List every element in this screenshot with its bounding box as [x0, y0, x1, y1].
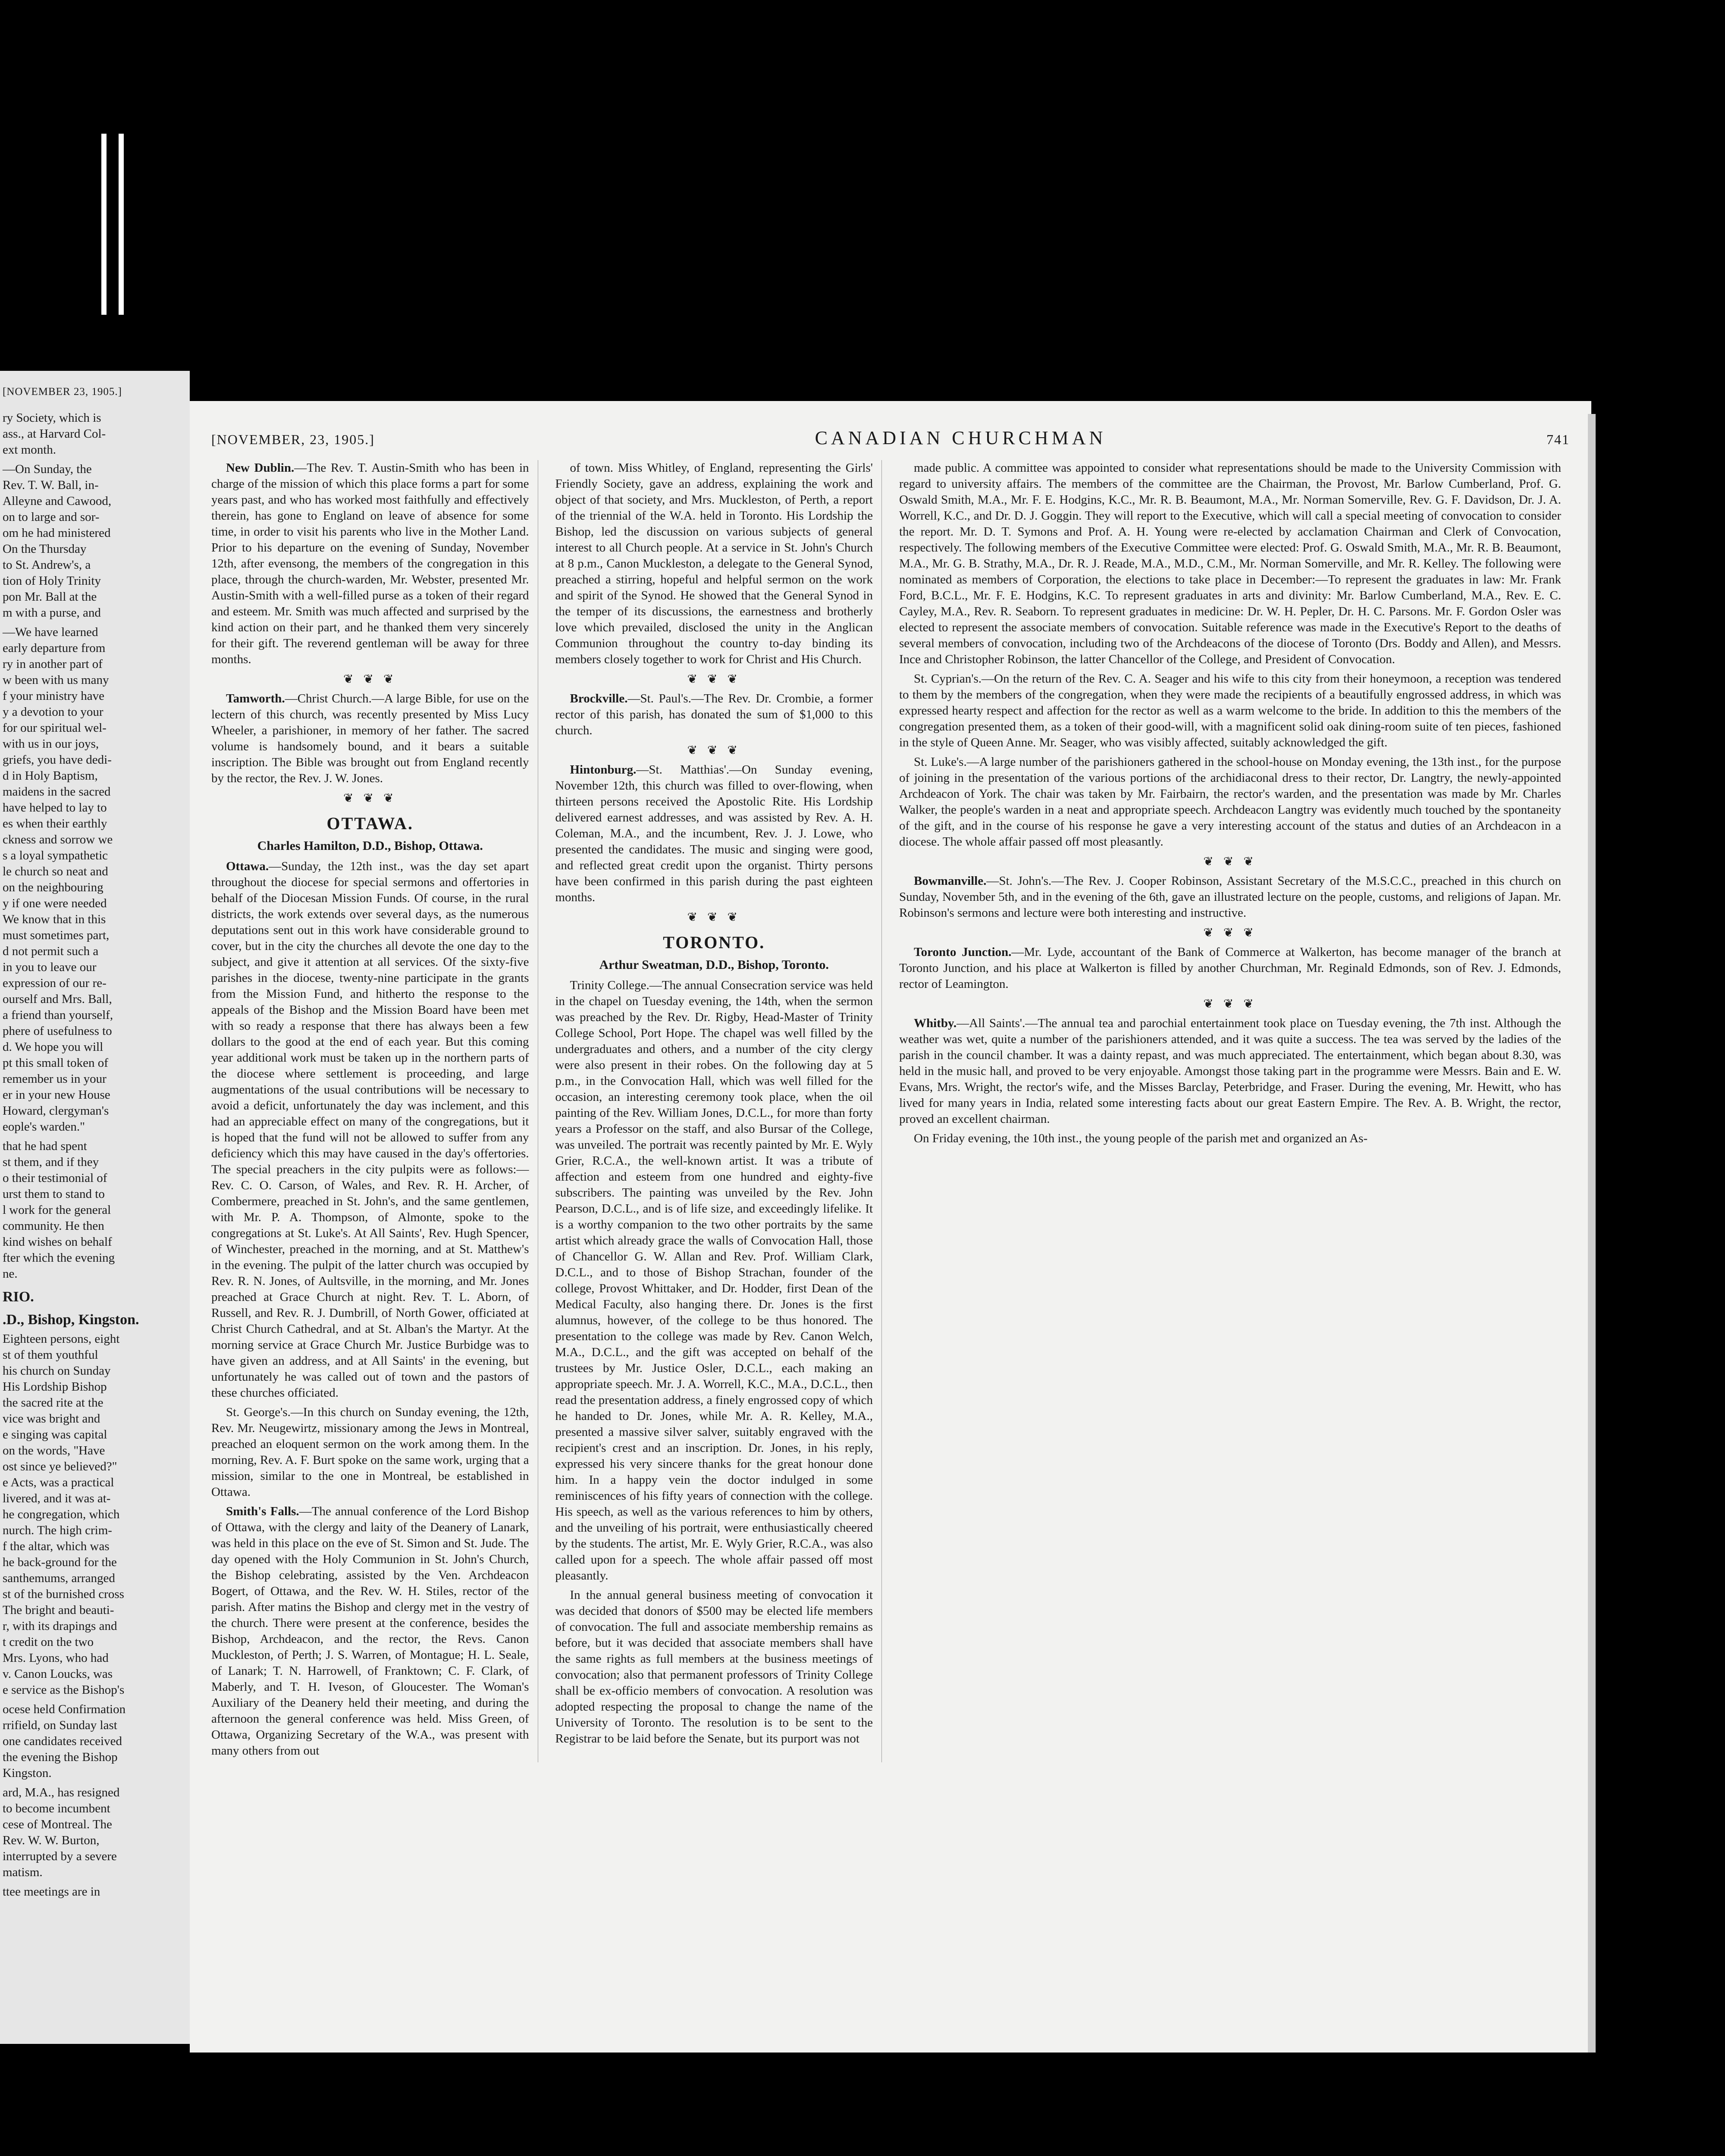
publication-title: CANADIAN CHURCHMAN — [815, 427, 1107, 448]
article-hintonburg — [555, 762, 873, 906]
prev-block: ocese held Confirmation rrifield, on Sunday last one candidates received the evening the Bishop Kingston. — [3, 1702, 126, 1780]
running-head — [211, 427, 1570, 449]
article-bowmanville — [899, 873, 1561, 921]
prev-block: that he had spent st them, and if they o their testimonial of urst them to stand to l work for the general community. He then kind wishes on behalf fter which the evening ne. — [3, 1139, 115, 1281]
ornament: ❦ ❦ ❦ — [687, 673, 741, 686]
prev-block: —On Sunday, the Rev. T. W. Ball, in- Alleyne and Cawood, on to large and sor- om he had ministered On the Thursday to St. Andrew's, a tion of Holy Trinity pon Mr. Ball at the m with a purse, and — [3, 462, 112, 620]
article-continued: of town. Miss Whitley, of England, representing the Girls' Friendly Society, gave an address, explaining the work and object of that society, and Mrs. Muckleston, of Perth, a report of the triennial of the W.A. held in Toronto. His Lordship the Bishop, led the discussion on various subjects of general interest to all Church people. At a service in St. John's Church at 8 p.m., Canon Muckleston, a delegate to the General Synod, preached a stirring, hopeful and helpful sermon on the work and spirit of the Synod. He showed that the General Synod in the temper of its discussions, the earnestness and brotherly love which prevailed, disclosed the unity in the Anglican Communion throughout the country to-day binding its members closely together to work for Christ and His Church. — [555, 461, 873, 666]
article-body: —The annual conference of the Lord Bishop of Ottawa, with the clergy and laity of the Deanery of Lanark, was held in this place on the eve of St. Simon and St. Jude. The day opened with the Holy Communion in St. John's Church, the Bishop celebrating, assisted by the Ven. Archdeacon Bogert, of Ottawa, and the Rev. W. H. Stiles, rector of the parish. After matins the Bishop and clergy met in the vestry of the church. There were present at the conference, besides the Bishop, Archdeacon, and the rector, the Revs. Canon Muckleston, of Perth; J. S. Warren, of Montague; H. L. Seale, of Lanark; T. N. Harrowell, of Franktown; C. F. Clark, of Maberly, and T. H. Iveson, of Gloucester. The Woman's Auxiliary of the Deanery held their meeting, and during the afternoon the general conference was held. Miss Green, of Ottawa, Organizing Secretary of the W.A., was present with many others from out — [211, 1504, 529, 1758]
section-heading-ottawa: OTTAWA. — [326, 814, 414, 833]
article-body: —The Rev. T. Austin-Smith who has been in charge of the mission of which this place forms a part for some years past, and who has worked most faithfully and effectively therein, has gone to England on leave of absence for some time, in order to visit his parents who live in the Mother Land. Prior to his departure on the evening of Sunday, November 12th, after evensong, the members of the congregation in this place, through the church-warden, Mr. Webster, presented Mr. Austin-Smith with a well-filled purse as a token of their regard and esteem. Mr. Smith was much affected and surprised by the kind action on their part, and he thanked them very sincerely for their gift. The reverend gentleman will be away for three months. — [211, 461, 529, 666]
ornament: ❦ ❦ ❦ — [1203, 855, 1257, 868]
column-1 — [211, 460, 538, 1762]
article-new-dublin — [211, 460, 529, 667]
article-ottawa — [211, 859, 529, 1401]
article-whitby — [899, 1015, 1561, 1127]
article-lead: Ottawa. — [226, 859, 269, 873]
prev-block: —We have learned early departure from ry in another part of w been with us many f your ministry have y a devotion to your for our spiritual wel- with us in our joys, griefs, you have dedi- d in Holy Baptism, maidens in the sacred have helped to lay to es when their earthly ckness and sorrow we s a loyal sympathetic le church so neat and on the neighbouring y if one were needed We know that in this must sometimes part, d not permit such a in you to leave our expression of our re- ourself and Mrs. Ball, a friend than yourself, phere of usefulness to d. We hope you will pt this small token of remember us in your er in your new House Howard, clergyman's eople's warden." — [3, 625, 113, 1134]
prev-section-heading: RIO. — [3, 1289, 34, 1305]
article-convocation: In the annual general business meeting of convocation it was decided that donors of $500 may be elected life members of convocation. The full and associate membership remains as before, but it was decided that associate members shall have the same rights as full members at the business meetings of convocation; also that permanent professors of Trinity College shall be ex-officio members of convocation. A resolution was adopted respecting the proposal to change the name of the University of Toronto. The resolution is to be sent to the Registrar to be laid before the Senate, but its purport was not — [555, 1588, 873, 1745]
prev-bishop-heading: .D., Bishop, Kingston. — [3, 1312, 139, 1328]
article-smiths-falls — [211, 1504, 529, 1759]
bishop-ottawa: Charles Hamilton, D.D., Bishop, Ottawa. — [257, 839, 483, 853]
article-st-lukes: St. Luke's.—A large number of the parishioners gathered in the school-house on Monday evening, the 13th inst., for the purpose of joining in the presentation of the various portions of the archidiaconal dress to their rector, Dr. Langtry, the newly-appointed Archdeacon of York. The chair was taken by Mr. Fairbairn, the rector's warden, and the presentation was made by Mr. Charles Walker, the people's warden in a neat and appropriate speech. Archdeacon Langtry was evidently much touched by the spontaneity of the gift, and in the course of his response he gave a very interesting account of the status and duties of an Archdeacon in a diocese. The whole affair passed off most pleasantly. — [899, 755, 1561, 849]
bishop-toronto: Arthur Sweatman, D.D., Bishop, Toronto. — [599, 958, 829, 972]
article-columns — [211, 460, 1570, 1762]
page-date: [NOVEMBER, 23, 1905.] — [211, 432, 375, 447]
article-lead: New Dublin. — [226, 461, 295, 475]
article-tamworth — [211, 691, 529, 787]
article-st-cyprians: St. Cyprian's.—On the return of the Rev. C. A. Seager and his wife to this city from their honeymoon, a reception was tendered to them by the members of the congregation, when they were made the recipients of a beautifully engrossed address, in which was expressed hearty respect and affection for the rector as well as a warm welcome to the bride. In addition to this the members of the congregation presented them, as a token of their good-will, with a magnificent solid oak dining-room suite of ten pieces, fashioned in the style of Queen Anne. Mr. Seager, who was visibly affected, suitably acknowledged the gift. — [899, 672, 1561, 749]
article-lead: Tamworth. — [226, 692, 285, 705]
section-heading-toronto: TORONTO. — [663, 933, 765, 952]
article-lead: Whitby. — [914, 1016, 957, 1030]
ornament: ❦ ❦ ❦ — [687, 744, 741, 757]
article-body: —All Saints'.—The annual tea and parochial entertainment took place on Tuesday evening, the 7th inst. Although the weather was wet, quite a number of the parishioners attended, and it was quite a success. The tea was served by the ladies of the parish in the council chamber. It was a dainty repast, and was much appreciated. The entertainment, which began about 8.30, was held in the music hall, and proved to be very enjoyable. Amongst those taking part in the programme were Messrs. Bain and E. W. Evans, Mrs. Wright, the rector's wife, and the Misses Barclay, Peterbridge, and Fraser. During the evening, Mr. Hewitt, who has lived for many years in India, related some interesting facts about our great Eastern Empire. The Rev. A. B. Wright, the rector, proved an excellent chairman. — [899, 1016, 1561, 1126]
article-continued: made public. A committee was appointed to consider what representations should be made to the University Commission with regard to university affairs. The members of the committee are the Chairman, the Provost, Mr. Barlow Cumberland, Prof. G. Oswald Smith, M.A., Mr. F. E. Hodgins, K.C., Mr. R. B. Beaumont, M.A., Mr. Norman Somerville, Rev. G. F. Davidson, Dr. J. A. Worrell, K.C., and Dr. D. J. Goggin. They will report to the Executive, which will call a special meeting of convocation to consider the report. Mr. D. T. Symons and Prof. A. H. Young were re-elected by acclamation Chairman and Clerk of Convocation, respectively. The following members of the Executive Committee were elected: Prof. G. Oswald Smith, M.A., Mr. R. B. Beaumont, M.A., Mr. G. B. Strathy, M.A., Dr. R. J. Reade, M.A., M.D., C.M., Mr. Norman Somerville, and Mr. R. Kelley. The following were nominated as members of Corporation, the elections to take place in December:—To represent the graduates in law: Mr. Frank Ford, B.C.L., Mr. F. E. Hodgins, K.C. To represent graduates in arts and divinity: Mr. Barlow Cumberland, M.A., Rev. E. C. Cayley, M.A., Rev. R. Seaborn. To represent graduates in medicine: Dr. W. H. Pepler, Dr. H. C. Parsons. Mr. F. Gordon Osler was elected to represent the associate members of convocation. Suitable reference was made in the Executive's Report to the deaths of several members of convocation, including two of the Archdeacons of the diocese of Toronto (Drs. Boddy and Allen), and Messrs. Ince and Christopher Robinson, the latter Chancellor of the College, and President of Convocation. — [899, 461, 1561, 666]
film-mark — [119, 134, 124, 315]
prev-block: ttee meetings are in — [3, 1885, 100, 1899]
article-st-georges: St. George's.—In this church on Sunday evening, the 12th, Rev. Mr. Neugewirtz, missionary among the Jews in Montreal, preached an eloquent sermon on the work among them. In the morning, Rev. A. F. Burt spoke on the same work, urging that a mission, similar to the one in Montreal, be established in Ottawa. — [211, 1405, 529, 1499]
film-mark — [101, 134, 107, 315]
article-body: —St. Matthias'.—On Sunday evening, November 12th, this church was filled to over-flowing, when thirteen persons received the Apostolic Rite. His Lordship delivered earnest addresses, and was assisted by Rev. A. H. Coleman, M.A., and the incumbent, Rev. J. J. Lowe, who presented the candidates. The music and singing were good, and reflected great credit upon the organist. Thirty persons have been confirmed in this parish during the past eighteen months. — [555, 763, 873, 904]
article-lead: Brockville. — [570, 692, 628, 705]
article-lead: Smith's Falls. — [226, 1504, 299, 1518]
prev-block: ard, M.A., has resigned to become incumbent cese of Montreal. The Rev. W. W. Burton, interrupted by a severe matism. — [3, 1786, 120, 1879]
column-2 — [555, 460, 882, 1762]
article-brockville — [555, 691, 873, 739]
article-trinity-college: Trinity College.—The annual Consecration service was held in the chapel on Tuesday evening, the 14th, when the sermon was preached by the Rev. Dr. Rigby, Head-Master of Trinity College School, Port Hope. The chapel was well filled by the undergraduates and others, and a number of the city clergy were also present in their robes. On the following day at 5 p.m., in the Convocation Hall, which was well filled for the occasion, an interesting ceremony took place, when the oil painting of the Rev. William Jones, D.C.L., for more than forty years a Professor on the staff, and also Bursar of the College, was unveiled. The portrait was recently painted by Mr. E. Wyly Grier, R.C.A., the well-known artist. It was a tribute of affection and esteem from one hundred and eighty-five subscribers. The painting was unveiled by the Rev. John Pearson, D.C.L., and is of life size, and exceedingly lifelike. It is a worthy companion to the two other portraits by the same artist which already grace the walls of Convocation Hall, those of Chancellor G. W. Allan and Rev. Prof. William Clark, D.C.L., and to those of Bishop Strachan, founder of the college, Provost Whittaker, and Dr. Hodder, first Dean of the Medical Faculty, also hanging there. Dr. Jones is the first alumnus, however, of the college to be thus honored. The presentation to the college was made by Rev. Canon Welch, M.A., D.C.L., and the gift was accepted on behalf of the trustees by Mr. Justice Osler, D.C.L., each making an appropriate speech. Mr. J. A. Worrell, K.C., M.A., D.C.L., then read the presentation address, a finely engrossed copy of which he handed to Dr. Jones, while Mr. A. R. Kelley, M.A., presented a massive silver salver, suitably engraved with the recipient's crest and an inscription. Dr. Jones, in his reply, expressed his very sincere thanks for the great honour done him. In a happy vein the doctor indulged in some reminiscences of his fifty years of connection with the college. His speech, as well as the various references to him by others, and the unveiling of his portrait, were enthusiastically cheered by the students. The artist, Mr. E. Wyly Grier, R.C.A., was also called upon for a speech. The whole affair passed off most pleasantly. — [555, 978, 873, 1583]
article-toronto-junction — [899, 944, 1561, 992]
article-body: —St. John's.—The Rev. J. Cooper Robinson, Assistant Secretary of the M.S.C.C., preached in this church on Sunday, November 5th, and in the evening of the 6th, gave an illustrated lecture on the people, customs, and religions of Japan. Mr. Robinson's sermons and lecture were both interesting and instructive. — [899, 874, 1561, 920]
ornament: ❦ ❦ ❦ — [1203, 926, 1257, 940]
previous-page-fragment — [0, 371, 190, 2044]
article-lead: Bowmanville. — [914, 874, 987, 888]
page-edge — [1588, 414, 1596, 2053]
article-lead: Toronto Junction. — [914, 945, 1012, 959]
ornament: ❦ ❦ ❦ — [343, 673, 397, 686]
page-number: 741 — [1546, 432, 1570, 447]
prev-page-header: [NOVEMBER 23, 1905.] — [3, 386, 122, 398]
article-lead: Hintonburg. — [570, 763, 637, 777]
ornament: ❦ ❦ ❦ — [687, 911, 741, 924]
ornament: ❦ ❦ ❦ — [343, 792, 397, 805]
article-body: —Sunday, the 12th inst., was the day set apart throughout the diocese for special sermons and offertories in behalf of the Diocesan Mission Funds. Of course, in the rural districts, the work extends over several days, as the numerous deputations sent out in this work have considerable ground to cover, but in the city the churches all devote the one day to the subject, and give it attention at all services. Of the sixty-five parishes in the diocese, twenty-nine participate in the grants from the Mission Fund, and hitherto the response to the appeals of the Bishop and the Mission Board have been met with so ready a response that there has always been a few dollars to the good at the end of each year. But this coming year additional work must be taken up in the northern parts of the diocese where settlement is proceeding, and large augmentations of the usual contributions will be necessary to avoid a deficit, unfortunately the day was inclement, and this had an appreciable effect on many of the congregations, but it is hoped that the fund will not be allowed to suffer from any deficiency which this may have caused in the day's offertories. The special preachers in the city pulpits were as follows:—Rev. C. O. Carson, of Wales, and Rev. R. H. Archer, of Combermere, preached in St. John's, and the same gentlemen, with Mr. P. A. Thompson, of Almonte, spoke to the congregations at St. Luke's. At All Saints', Rev. Hugh Spencer, of Winchester, preached in the morning, and at St. Matthew's in the evening. The pulpit of the latter church was occupied by Rev. R. N. Jones, of Aultsville, in the morning, and Mr. Jones preached at Grace Church at night. Rev. T. L. Aborn, of Russell, and Rev. R. J. Dumbrill, of North Gower, officiated at Christ Church Cathedral, and at St. Alban's the Martyr. At the morning service at Grace Church Mr. Justice Burbidge was to have given an address, and at All Saints' in the evening, but unfortunately he was called out of town and the pastors of these churches officiated. — [211, 859, 529, 1400]
newspaper-page — [190, 401, 1591, 2053]
article-body: —Mr. Lyde, accountant of the Bank of Commerce at Walkerton, has become manager of the branch at Toronto Junction, and his place at Walkerton is filled by another Churchman, Mr. Reginald Edmonds, son of Rev. J. Edmonds, rector of Leamington. — [899, 945, 1561, 991]
column-3 — [899, 460, 1570, 1762]
article-body: —St. Paul's.—The Rev. Dr. Crombie, a former rector of this parish, has donated the sum of $1,000 to this church. — [555, 692, 873, 737]
prev-block: Eighteen persons, eight st of them youthful his church on Sunday His Lordship Bishop the sacred rite at the vice was bright and e singing was capital on the words, "Have ost since ye believed?" e Acts, was a practical livered, and it was at- he congregation, which nurch. The high crim- f the altar, which was he back-ground for the santhemums, arranged st of the burnished cross The bright and beauti- r, with its drapings and t credit on the two Mrs. Lyons, who had v. Canon Loucks, was e service as the Bishop's — [3, 1332, 125, 1697]
article-body: —Christ Church.—A large Bible, for use on the lectern of this church, was recently presented by Miss Lucy Wheeler, a parishioner, in memory of her father. The sacred volume is handsomely bound, and it bears a suitable inscription. The Bible was brought out from England recently by the rector, the Rev. J. W. Jones. — [211, 692, 529, 785]
ornament: ❦ ❦ ❦ — [1203, 997, 1257, 1011]
prev-block: ry Society, which is ass., at Harvard Col- ext month. — [3, 411, 106, 457]
article-young-people: On Friday evening, the 10th inst., the young people of the parish met and organized an As- — [914, 1131, 1368, 1145]
